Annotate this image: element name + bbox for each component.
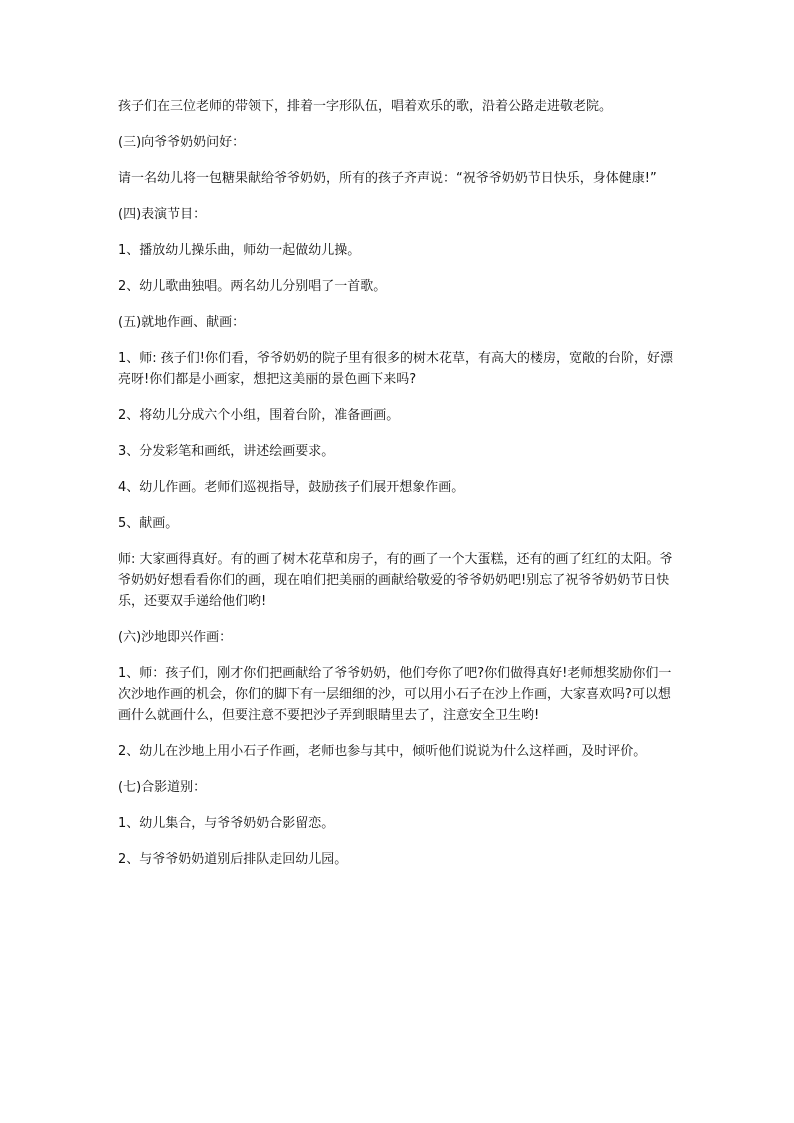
list-item-drawing-4: 4、幼儿作画。老师们巡视指导，鼓励孩子们展开想象作画。 (118, 480, 465, 495)
section-heading-greeting: (三)向爷爷奶奶问好： (118, 135, 246, 150)
list-item-drawing-2: 2、将幼儿分成六个小组，围着台阶，准备画画。 (118, 408, 400, 423)
section-heading-drawing: (五)就地作画、献画： (118, 315, 246, 330)
section-heading-farewell: (七)合影道别： (118, 780, 207, 795)
list-item-farewell-1: 1、幼儿集合，与爷爷奶奶合影留恋。 (118, 816, 335, 831)
list-item-performance-2: 2、幼儿歌曲独唱。两名幼儿分别唱了一首歌。 (118, 279, 387, 294)
list-item-farewell-2: 2、与爷爷奶奶道别后排队走回幼儿园。 (118, 852, 348, 867)
list-item-performance-1: 1、播放幼儿操乐曲，师幼一起做幼儿操。 (118, 243, 361, 258)
paragraph-intro: 孩子们在三位老师的带领下，排着一字形队伍，唱着欢乐的歌，沿着公路走进敬老院。 (118, 99, 613, 114)
section-heading-sand-drawing: (六)沙地即兴作画： (118, 630, 233, 645)
paragraph-teacher-speech: 师: 大家画得真好。有的画了树木花草和房子，有的画了一个大蛋糕，还有的画了红红的太阳。爷爷奶奶好想看看你们的画，现在咱们把美丽的画献给敬爱的爷爷奶奶吧!别忘了祝爷爷奶奶节日快乐，还要双手递给他们哟! (118, 552, 673, 609)
list-item-drawing-1: 1、师: 孩子们!你们看，爷爷奶奶的院子里有很多的树木花草，有高大的楼房，宽敞的台阶，好漂亮呀!你们都是小画家，想把这美丽的景色画下来吗? (118, 351, 673, 387)
section-heading-performance: (四)表演节目： (118, 207, 207, 222)
list-item-sand-1: 1、师：孩子们，刚才你们把画献给了爷爷奶奶，他们夸你了吧?你们做得真好!老师想奖励你们一次沙地作画的机会，你们的脚下有一层细细的沙，可以用小石子在沙上作画，大家喜欢吗?可以想画什么就画什么，但要注意不要把沙子弄到眼睛里去了，注意安全卫生哟! (118, 666, 672, 723)
list-item-drawing-3: 3、分发彩笔和画纸，讲述绘画要求。 (118, 444, 335, 459)
paragraph-greeting: 请一名幼儿将一包糖果献给爷爷奶奶，所有的孩子齐声说：“祝爷爷奶奶节日快乐，身体健康!” (118, 171, 657, 186)
list-item-sand-2: 2、幼儿在沙地上用小石子作画，老师也参与其中，倾听他们说说为什么这样画，及时评价。 (118, 744, 647, 759)
list-item-drawing-5: 5、献画。 (118, 516, 179, 531)
document-body (118, 96, 678, 885)
